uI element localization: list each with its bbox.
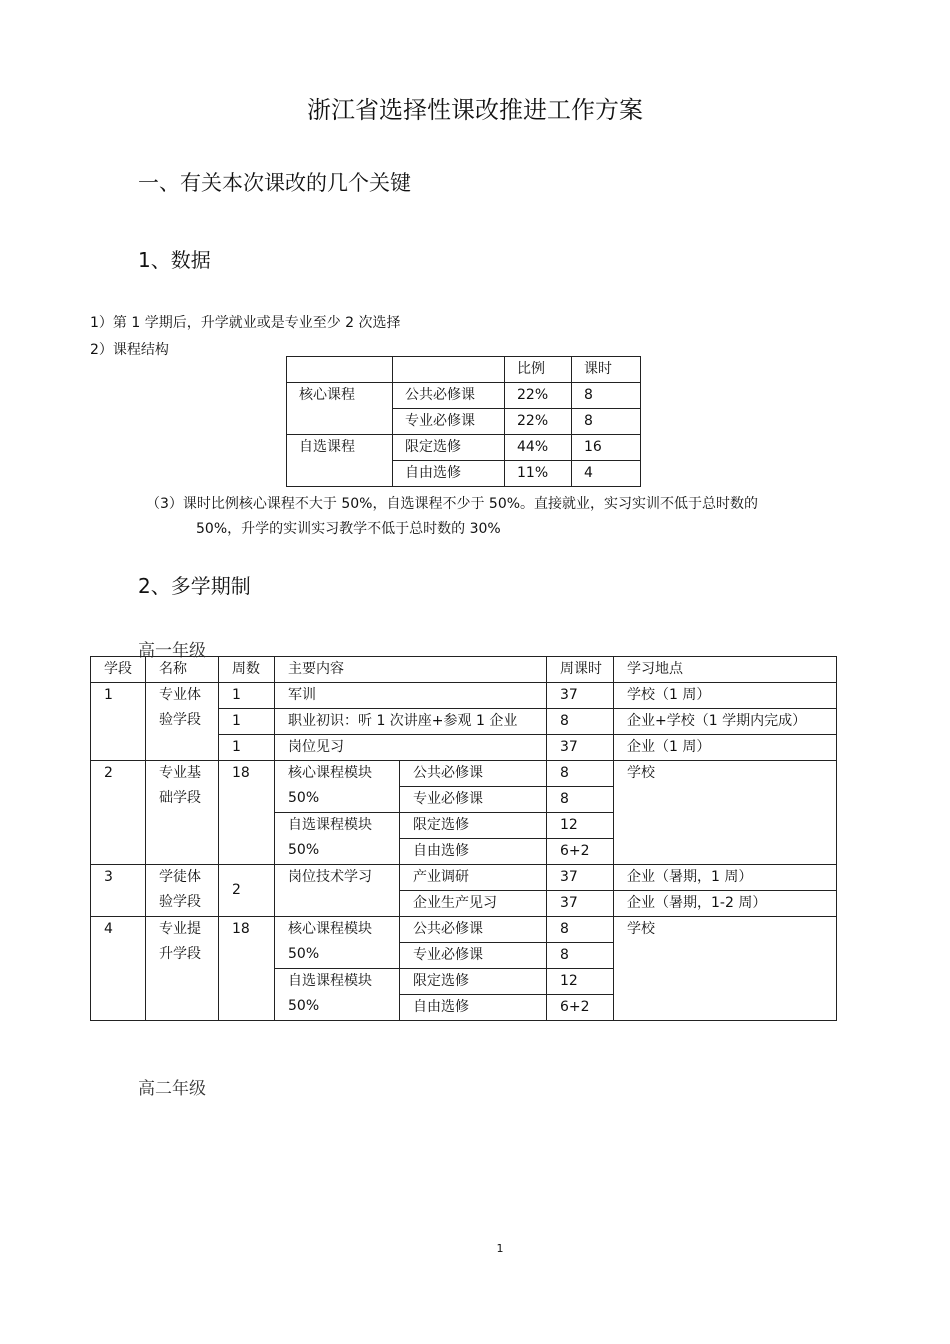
- module-cell: [275, 761, 400, 813]
- weeks-cell: 2: [219, 865, 275, 917]
- table-cell: 12: [547, 813, 614, 839]
- module-label: 自选课程模块: [288, 817, 372, 833]
- group-label: 自选课程: [287, 435, 393, 487]
- module-share: 50%: [288, 998, 320, 1014]
- list-item-1: 1）第 1 学期后，升学就业或是专业至少 2 次选择: [90, 315, 401, 331]
- module-label: 核心课程模块: [288, 765, 372, 781]
- table-cell: 企业（暑期，1 周）: [614, 865, 837, 891]
- table-cell: 1: [219, 735, 275, 761]
- weeks-cell: 18: [219, 761, 275, 865]
- stage-name-cell: [146, 761, 219, 865]
- table-cell: 8: [547, 709, 614, 735]
- table-cell: 课时: [572, 357, 641, 383]
- table-cell: 岗位见习: [275, 735, 547, 761]
- table-cell: 8: [572, 409, 641, 435]
- stage-name-line: 验学段: [159, 712, 201, 728]
- table-cell: 4: [572, 461, 641, 487]
- table-header-row: [287, 357, 641, 383]
- table-row: [91, 683, 837, 709]
- table-cell: 11%: [505, 461, 572, 487]
- table-cell: 1: [219, 709, 275, 735]
- table-cell: 限定选修: [400, 969, 547, 995]
- group-label: 核心课程: [287, 383, 393, 435]
- table-cell: [287, 357, 393, 383]
- table-cell: 22%: [505, 383, 572, 409]
- content-cell: 岗位技术学习: [275, 865, 400, 917]
- module-share: 50%: [288, 790, 320, 806]
- table-row: [91, 917, 837, 943]
- stage-name-line: 专业提: [159, 921, 201, 937]
- subheading-data: 1、数据: [138, 248, 211, 272]
- stage-cell: 3: [91, 865, 146, 917]
- table-cell: 企业+学校（1 学期内完成）: [614, 709, 837, 735]
- subheading-multi-term: 2、多学期制: [138, 574, 251, 598]
- grade-label-2: 高二年级: [138, 1079, 206, 1099]
- table-cell: 6+2: [547, 995, 614, 1021]
- stage-cell: 1: [91, 683, 146, 761]
- section-heading-1: 一、有关本次课改的几个关键: [138, 171, 411, 195]
- table-cell: 8: [547, 787, 614, 813]
- table-cell: 职业初识：听 1 次讲座+参观 1 企业: [275, 709, 547, 735]
- table-cell: 37: [547, 683, 614, 709]
- stage-name-cell: [146, 917, 219, 1021]
- table-cell: 6+2: [547, 839, 614, 865]
- table-cell: 37: [547, 891, 614, 917]
- module-label: 自选课程模块: [288, 973, 372, 989]
- table-cell: 1: [219, 683, 275, 709]
- table-row: [91, 761, 837, 787]
- table-cell: 限定选修: [393, 435, 505, 461]
- list-item-2: 2）课程结构: [90, 342, 169, 358]
- header-stage: 学段: [91, 657, 146, 683]
- table-cell: 专业必修课: [400, 943, 547, 969]
- table-cell: 12: [547, 969, 614, 995]
- header-place: 学习地点: [614, 657, 837, 683]
- note-line-1: （3）课时比例核心课程不大于 50%，自选课程不少于 50%。直接就业，实习实训不低于总时数的: [146, 496, 759, 512]
- table-cell: 公共必修课: [400, 917, 547, 943]
- table-cell: 44%: [505, 435, 572, 461]
- table-cell: 公共必修课: [400, 761, 547, 787]
- stage-name-line: 学徒体: [159, 869, 201, 885]
- table-cell: 产业调研: [400, 865, 547, 891]
- table-cell: 8: [572, 383, 641, 409]
- course-structure-table: [286, 356, 641, 487]
- table-cell: 自由选修: [400, 995, 547, 1021]
- stage-cell: 2: [91, 761, 146, 865]
- header-weeks: 周数: [219, 657, 275, 683]
- module-cell: [275, 813, 400, 865]
- stage-name-cell: [146, 683, 219, 761]
- place-cell: 学校: [614, 761, 837, 865]
- table-cell: 限定选修: [400, 813, 547, 839]
- place-cell: 学校: [614, 917, 837, 1021]
- table-cell: [393, 357, 505, 383]
- table-row: [91, 865, 837, 891]
- table-cell: 专业必修课: [393, 409, 505, 435]
- stage-name-line: 验学段: [159, 894, 201, 910]
- module-share: 50%: [288, 946, 320, 962]
- table-cell: 16: [572, 435, 641, 461]
- weeks-cell: 18: [219, 917, 275, 1021]
- table-cell: 8: [547, 943, 614, 969]
- table-cell: 22%: [505, 409, 572, 435]
- table-cell: 比例: [505, 357, 572, 383]
- stage-cell: 4: [91, 917, 146, 1021]
- module-label: 核心课程模块: [288, 921, 372, 937]
- table-cell: 自由选修: [400, 839, 547, 865]
- table-cell: 军训: [275, 683, 547, 709]
- table-cell: 专业必修课: [400, 787, 547, 813]
- note-line-2: 50%，升学的实训实习教学不低于总时数的 30%: [196, 521, 501, 537]
- header-name: 名称: [146, 657, 219, 683]
- header-hours: 周课时: [547, 657, 614, 683]
- stage-name-line: 专业基: [159, 765, 201, 781]
- table-cell: 8: [547, 917, 614, 943]
- table-row: [287, 435, 641, 461]
- table-cell: 8: [547, 761, 614, 787]
- table-cell: 学校（1 周）: [614, 683, 837, 709]
- table-cell: 自由选修: [393, 461, 505, 487]
- table-header-row: [91, 657, 837, 683]
- table-cell: 公共必修课: [393, 383, 505, 409]
- stage-name-line: 升学段: [159, 946, 201, 962]
- table-cell: 企业（暑期，1-2 周）: [614, 891, 837, 917]
- stage-name-cell: [146, 865, 219, 917]
- page-title: 浙江省选择性课改推进工作方案: [307, 96, 643, 124]
- module-share: 50%: [288, 842, 320, 858]
- table-cell: 37: [547, 865, 614, 891]
- table-cell: 37: [547, 735, 614, 761]
- table-cell: 企业生产见习: [400, 891, 547, 917]
- stage-name-line: 础学段: [159, 790, 201, 806]
- page-number: 1: [496, 1242, 504, 1255]
- module-cell: [275, 969, 400, 1021]
- module-cell: [275, 917, 400, 969]
- header-content: 主要内容: [275, 657, 547, 683]
- table-cell: 企业（1 周）: [614, 735, 837, 761]
- grade-label-1: 高一年级: [138, 641, 206, 661]
- term-schedule-table: [90, 656, 837, 1021]
- stage-name-line: 专业体: [159, 687, 201, 703]
- table-row: [287, 383, 641, 409]
